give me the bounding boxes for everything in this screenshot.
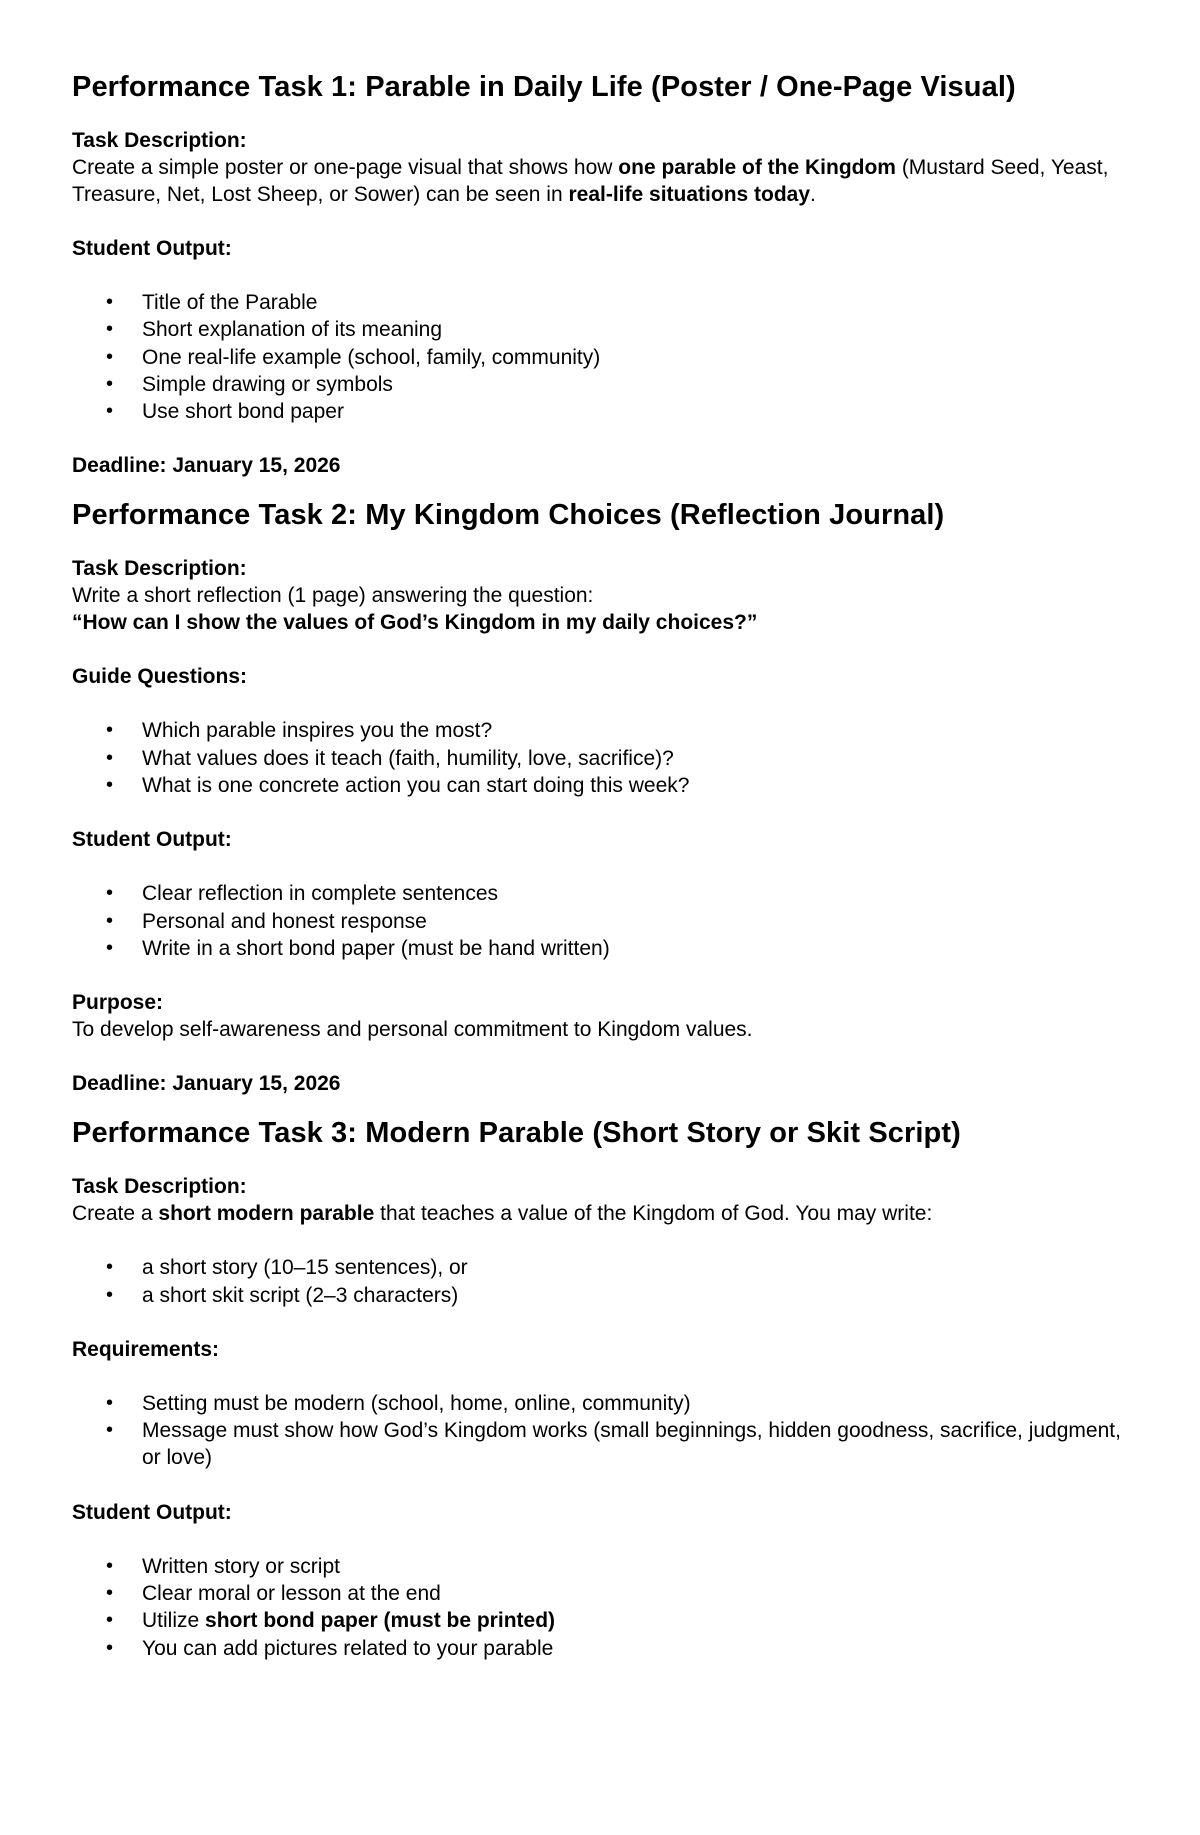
- task-2-purpose: To develop self-awareness and personal commitment to Kingdom values.: [72, 1018, 753, 1042]
- task-1-output-list: [72, 289, 1142, 425]
- list-item: • Utilize short bond paper (must be printed): [106, 1609, 556, 1633]
- list-item: • Which parable inspires you the most?: [106, 719, 493, 743]
- task-3-requirements-label: Requirements:: [72, 1337, 220, 1361]
- list-item: • Personal and honest response: [106, 909, 427, 933]
- list-item: • Title of the Parable: [106, 291, 318, 314]
- task-2-description-label: Task Description:: [72, 557, 247, 581]
- task-2-guide-list: [72, 717, 1142, 799]
- task-3-output-list: [72, 1553, 1142, 1662]
- list-item: • Clear reflection in complete sentences: [106, 882, 499, 906]
- task-2-output-list: [72, 880, 1142, 962]
- task-2-section: [72, 496, 1142, 1097]
- task-3-output-label: Student Output:: [72, 1500, 232, 1524]
- list-item: • Write in a short bond paper (must be hand written): [106, 936, 610, 960]
- task-2-purpose-label: Purpose:: [72, 991, 164, 1015]
- task-1-deadline: Deadline: January 15, 2026: [72, 454, 341, 478]
- list-item: • Written story or script: [106, 1554, 340, 1578]
- list-item: • Simple drawing or symbols: [106, 372, 393, 396]
- list-item: • One real-life example (school, family, community): [106, 345, 601, 369]
- task-1-description: Create a simple poster or one-page visual that shows how one parable of the Kingdom (Mustard Seed, Yeast, Treasure, Net, Lost Sheep, or Sower) can be seen in real-life situations today.: [72, 156, 1109, 206]
- task-1-section: [72, 68, 1142, 479]
- task-2-question: “How can I show the values of God’s Kingdom in my daily choices?”: [72, 611, 758, 635]
- task-3-description-label: Task Description:: [72, 1175, 247, 1199]
- list-item: • You can add pictures related to your parable: [106, 1636, 554, 1660]
- task-3-title: Performance Task 3: Modern Parable (Short Story or Skit Script): [72, 1117, 961, 1150]
- list-item: • a short story (10–15 sentences), or: [106, 1256, 468, 1280]
- task-2-guide-label: Guide Questions:: [72, 665, 248, 689]
- list-item: • Short explanation of its meaning: [106, 318, 443, 342]
- task-1-title: Performance Task 1: Parable in Daily Life (Poster / One-Page Visual): [72, 71, 1016, 103]
- task-2-deadline: Deadline: January 15, 2026: [72, 1072, 341, 1096]
- list-item: • a short skit script (2–3 characters): [106, 1283, 459, 1307]
- task-2-description: Write a short reflection (1 page) answering the question:: [72, 584, 594, 608]
- document-page: [72, 68, 1142, 1662]
- task-3-format-list: [72, 1254, 1142, 1309]
- list-item: • Use short bond paper: [106, 400, 344, 424]
- list-item: • What values does it teach (faith, humility, love, sacrifice)?: [106, 746, 674, 770]
- task-1-description-label: Task Description:: [72, 129, 247, 152]
- task-3-section: [72, 1114, 1142, 1662]
- task-3-description: Create a short modern parable that teaches a value of the Kingdom of God. You may write:: [72, 1202, 933, 1226]
- list-item: • Clear moral or lesson at the end: [106, 1582, 441, 1606]
- task-3-requirements-list: [72, 1390, 1142, 1472]
- list-item: • What is one concrete action you can start doing this week?: [106, 774, 690, 798]
- task-2-title: Performance Task 2: My Kingdom Choices (Reflection Journal): [72, 499, 945, 532]
- list-item: • Setting must be modern (school, home, online, community): [106, 1391, 691, 1415]
- list-item: • Message must show how God’s Kingdom works (small beginnings, hidden goodness, sacrifice, judgment, or love): [106, 1419, 1121, 1470]
- task-1-output-label: Student Output:: [72, 237, 232, 260]
- task-2-output-label: Student Output:: [72, 828, 232, 852]
